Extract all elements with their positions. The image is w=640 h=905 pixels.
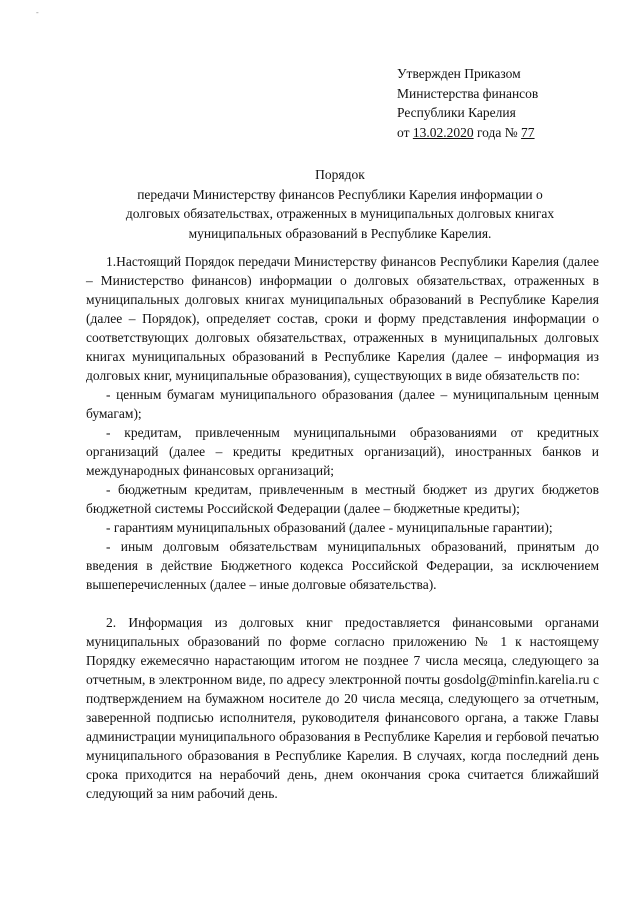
page-mark: - <box>36 8 39 17</box>
title-line-2: передачи Министерству финансов Республики Карелия информации о <box>137 186 543 202</box>
approval-prefix: от <box>397 124 413 140</box>
paragraph-1: 1.Настоящий Порядок передачи Министерству финансов Республики Карелия (далее – Министерство финансов) информации о долговых обязательствах, отраженных в муниципальных долговых книгах муниципальных образований в Республике Карелия (далее – Порядок), определяет состав, сроки и форму представления информации о соответствующих долговых обязательствах, отраженных в муниципальных долговых книгах муниципальных образований в Республике Карелия (далее – информация из долговых книг, муниципальные образования), существующих в виде обязательств по: <box>86 254 599 383</box>
bullet-guarantees: - гарантиям муниципальных образований (далее - муниципальные гарантии); <box>106 520 553 535</box>
approval-line-2: Министерства финансов <box>397 85 539 101</box>
document-title <box>80 165 600 243</box>
bullet-other-obligations: - иным долговым обязательствам муниципальных образований, принятым до введения в действие Бюджетного кодекса Российской Федерации, за исключением вышеперечисленных (далее – иные долговые обязательства). <box>86 539 599 592</box>
approval-block <box>397 64 617 142</box>
bullet-budget-credits: - бюджетным кредитам, привлеченным в местный бюджет из других бюджетов бюджетной системы Российской Федерации (далее – бюджетные кредиты); <box>86 482 599 516</box>
paragraph-2: 2. Информация из долговых книг предоставляется финансовыми органами муниципальных образований по форме согласно приложению № 1 к настоящему Порядку ежемесячно нарастающим итогом не позднее 7 числа месяца, следующего за отчетным, в электронном виде, по адресу электронной почты gosdolg@minfin.karelia.ru с подтверждением на бумажном носителе до 20 числа месяца, следующего за отчетным, заверенной подписью исполнителя, руководителя финансового органа, а также Главы администрации муниципального образования в Республике Карелия и гербовой печатью муниципального образования в Республике Карелия. В случаях, когда последний день срока приходится на нерабочий день, днем окончания срока считается ближайший следующий за ним рабочий день. <box>86 615 599 801</box>
title-line-1: Порядок <box>315 167 365 182</box>
title-line-3: долговых обязательствах, отраженных в муниципальных долговых книгах <box>125 206 555 221</box>
approval-number: 77 <box>521 124 535 140</box>
title-line-4: муниципальных образований в Республике Карелия. <box>188 225 492 241</box>
approval-line-3: Республики Карелия <box>397 105 516 120</box>
approval-date: 13.02.2020 <box>412 124 474 140</box>
bullet-securities: - ценным бумагам муниципального образования (далее – муниципальным ценным бумагам); <box>86 387 599 421</box>
bullet-credits: - кредитам, привлеченным муниципальными образованиями от кредитных организаций (далее – кредиты кредитных организаций), иностранных банков и международных финансовых организаций; <box>86 425 599 478</box>
approval-line-4 <box>397 123 617 143</box>
approval-line-1: Утвержден Приказом <box>397 66 521 81</box>
approval-mid: года № <box>473 124 522 140</box>
document-body <box>86 252 599 803</box>
